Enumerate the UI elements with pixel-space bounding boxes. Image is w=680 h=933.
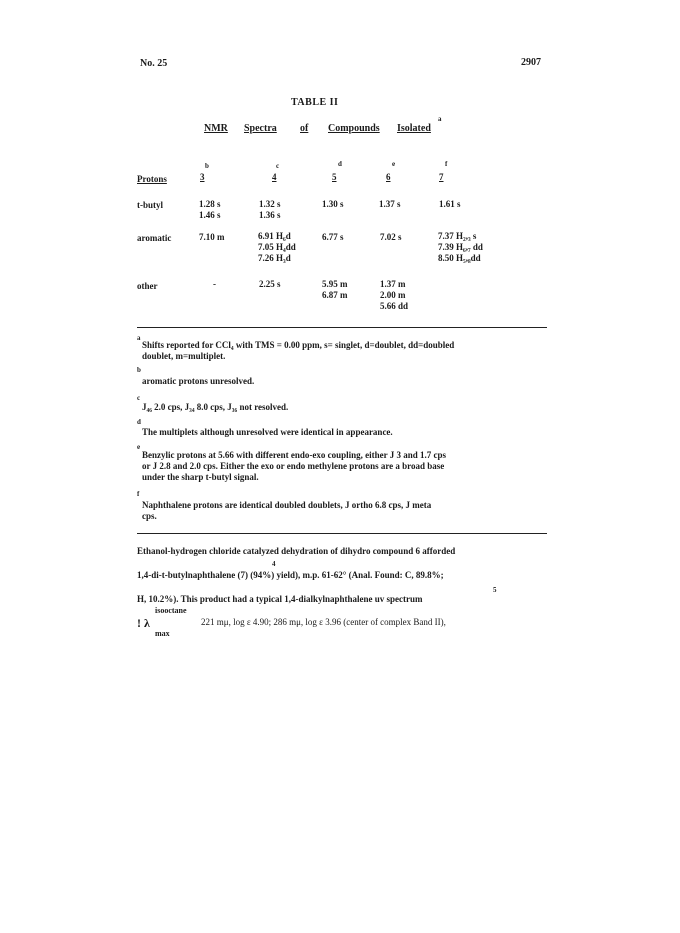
footnote-line: Shifts reported for CCl₄ with TMS = 0.00 ppm, s= singlet, d=doublet, dd=doubled [142,340,455,350]
col-header-compound-4: 4 [272,172,277,182]
cell-t-butyl-4 [259,199,281,221]
cell-t-butyl-3 [199,199,221,221]
col-header-compound-3: 3 [200,172,205,182]
body-line-4: 221 mμ, log ε 4.90; 286 mμ, log ε 3.96 (center of complex Band II), [201,617,446,627]
footnote-mark-d: d [137,418,141,426]
cell-line: 1.32 s [259,199,281,209]
cell-other-5 [322,279,348,301]
col-mark-5: d [338,160,342,168]
journal-number: No. 25 [140,58,168,69]
footnote-d [142,427,393,438]
footnote-top-rule [137,327,547,328]
col-mark-7: f [445,160,448,168]
col-mark-4: c [276,162,280,170]
cell-aromatic-4 [258,231,296,264]
footnote-line: or J 2.8 and 2.0 cps. Either the exo or endo methylene protons are a broad base [142,461,445,471]
cell-line: 7.10 m [199,232,225,242]
row-label-t-butyl: t-butyl [137,200,164,210]
footnote-mark-b: b [137,366,141,374]
table-title: TABLE II [291,97,339,108]
cell-line: 5.95 m [322,279,348,289]
body-line-2: 1,4-di-t-butylnaphthalene (7) (94%) yield), m.p. 61-62° (Anal. Found: C, 89.8%; [137,570,444,580]
cell-line: 1.46 s [199,210,221,220]
cell-line: 1.30 s [322,199,344,209]
cell-line: 8.50 H₅,₈dd [438,253,481,263]
body-lambda: ! λ [137,616,150,630]
cell-line: 7.26 H₃d [258,253,291,263]
row-label-aromatic: aromatic [137,233,172,243]
footnote-mark-f: f [137,490,140,498]
cell-line: 1.36 s [259,210,281,220]
footnote-line: cps. [142,511,157,521]
col-mark-6: e [392,160,396,168]
cell-line: 1.28 s [199,199,221,209]
subtitle-of: of [300,123,309,134]
subtitle-note-mark: a [438,115,442,123]
footnote-e [142,450,446,483]
cell-line: 7.02 s [380,232,402,242]
col-header-compound-6: 6 [386,172,391,182]
col-mark-3: b [205,162,209,170]
cell-line: 2.00 m [380,290,406,300]
cell-line: 1.37 m [380,279,406,289]
cell-t-butyl-7 [439,199,461,210]
cell-other-3 [213,279,216,290]
body-line-3: H, 10.2%). This product had a typical 1,4-dialkylnaphthalene uv spectrum [137,594,423,604]
body-solvent: isooctane [155,606,187,615]
cell-other-4 [259,279,281,290]
footnote-mark-a: a [137,334,141,342]
footnote-line: under the sharp t-butyl signal. [142,472,259,482]
body-max: max [155,629,170,638]
cell-other-6 [380,279,408,312]
body-sup-4: 4 [272,560,276,568]
cell-line: 7.39 H₆,₇ dd [438,242,483,252]
cell-aromatic-7 [438,231,483,264]
footnote-a [142,340,454,362]
body-line-1: Ethanol-hydrogen chloride catalyzed dehydration of dihydro compound 6 afforded [137,546,456,556]
cell-t-butyl-6 [379,199,401,210]
footnote-line: aromatic protons unresolved. [142,376,255,386]
footnote-c [142,402,288,413]
subtitle-compounds: Compounds [328,123,380,134]
col-header-compound-7: 7 [439,172,444,182]
footnote-f [142,500,431,522]
cell-aromatic-3 [199,232,225,243]
subtitle-isolated: Isolated [397,123,431,134]
subtitle-nmr: NMR [204,123,228,134]
footnote-line: doublet, m=multiplet. [142,351,226,361]
cell-t-butyl-5 [322,199,344,210]
footnote-mark-e: e [137,443,141,451]
cell-line: 2.25 s [259,279,281,289]
footnote-b [142,376,254,387]
cell-line: 6.77 s [322,232,344,242]
col-header-compound-5: 5 [332,172,337,182]
body-sup-5: 5 [493,586,497,594]
footnote-line: The multiplets although unresolved were identical in appearance. [142,427,393,437]
cell-aromatic-6 [380,232,402,243]
footnote-mark-c: c [137,394,141,402]
footnote-line: Benzylic protons at 5.66 with different endo-exo coupling, either J 3 and 1.7 cps [142,450,447,460]
footnote-bottom-rule [137,533,547,534]
footnote-line: Naphthalene protons are identical doubled doublets, J ortho 6.8 cps, J meta [142,500,432,510]
cell-aromatic-5 [322,232,344,243]
cell-line: 5.66 dd [380,301,409,311]
row-label-other: other [137,281,158,291]
subtitle-spectra: Spectra [244,123,277,134]
footnote-line: J₄₆ 2.0 cps, J₃₄ 8.0 cps, J₃₆ not resolved. [142,402,289,412]
page-number: 2907 [521,57,541,68]
cell-line: 6.87 m [322,290,348,300]
cell-line: 7.37 H₂,₃ s [438,231,477,241]
col-header-protons: Protons [137,174,167,184]
cell-line: 7.05 H₄dd [258,242,296,252]
cell-line: 1.61 s [439,199,461,209]
cell-line: - [213,279,216,289]
cell-line: 6.91 H₆d [258,231,291,241]
cell-line: 1.37 s [379,199,401,209]
